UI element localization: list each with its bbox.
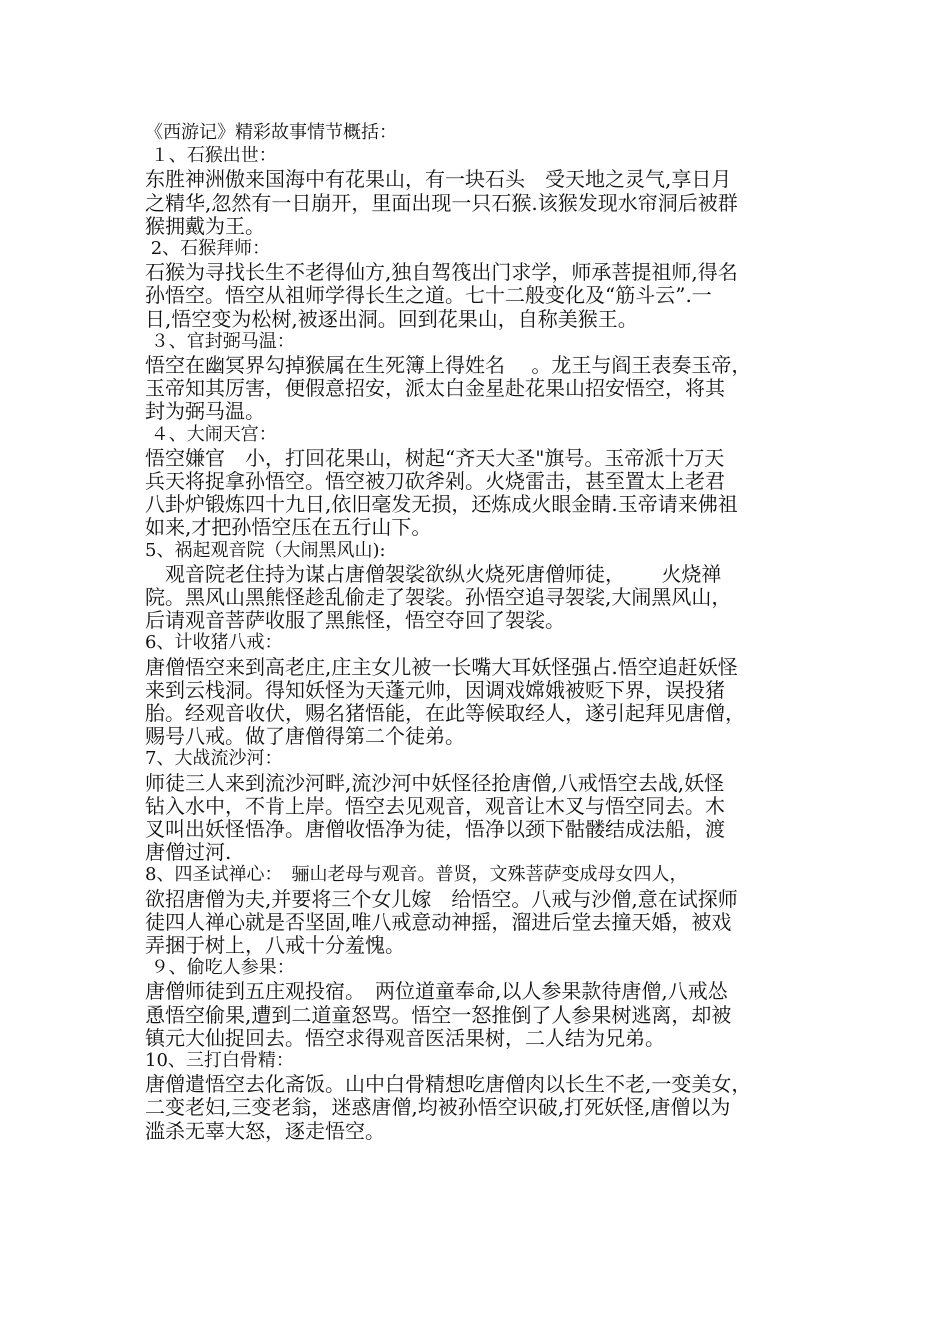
text-line: 石猴为寻找长生不老得仙方,独自驾筏出门求学，师承菩提祖师,得名 bbox=[145, 260, 738, 285]
text-line: 8、四圣试禅心： 骊山老母与观音。普贤，文殊菩萨变成母女四人， bbox=[145, 864, 688, 886]
text-line: 胎。经观音收伏，赐名猪悟能，在此等候取经人，遂引起拜见唐僧， bbox=[145, 701, 745, 725]
text-line: 恿悟空偷果,遭到二道童怒骂。悟空一怒推倒了人参果树逃离，却被 bbox=[145, 1002, 732, 1027]
text-line: 来到云栈洞。得知妖怪为天蓬元帅，因调戏嫦娥被贬下界，误投猪 bbox=[145, 677, 725, 702]
text-line: 后请观音菩萨收服了黑熊怪，悟空夺回了袈裟。 bbox=[145, 608, 565, 633]
text-line: 二变老妇,三变老翁，迷惑唐僧,均被孙悟空识破,打死妖怪,唐僧以为 bbox=[145, 1095, 731, 1120]
text-line: 八卦炉锻炼四十九日,依旧毫发无损，还炼成火眼金睛.玉帝请来佛祖 bbox=[145, 492, 738, 517]
text-line: 日,悟空变为松树,被逐出洞。回到花果山，自称美猴王。 bbox=[145, 306, 638, 331]
text-line: 东胜神洲傲来国海中有花果山，有一块石头 受天地之灵气,享日月 bbox=[145, 167, 732, 192]
text-line: 悟空在幽冥界勾掉猴属在生死簿上得姓名 。龙王与阎王表奏玉帝， bbox=[145, 353, 752, 377]
text-line: 滥杀无辜大怒，逐走悟空。 bbox=[145, 1118, 385, 1143]
text-line: 弄捆于树上，八戒十分羞愧。 bbox=[145, 933, 405, 957]
text-line: 玉帝知其厉害，便假意招安，派太白金星赴花果山招安悟空，将其 bbox=[145, 376, 725, 401]
text-line: 《西游记》精彩故事情节概括： bbox=[145, 122, 397, 143]
text-line: 唐僧遣悟空去化斋饭。山中白骨精想吃唐僧肉以长生不老,一变美女， bbox=[145, 1072, 752, 1097]
text-line: ３、官封弼马温： bbox=[145, 330, 295, 352]
text-line: 封为弼马温。 bbox=[145, 399, 265, 424]
text-line: １、石猴出世： bbox=[145, 145, 277, 167]
text-line: 欲招唐僧为夫,并要将三个女儿嫁 给悟空。八戒与沙僧,意在试探师 bbox=[145, 886, 738, 911]
text-line: 10、三打白骨精： bbox=[145, 1050, 294, 1071]
text-line: 5、祸起观音院（大闹黑风山): bbox=[145, 539, 386, 561]
text-line: 镇元大仙捉回去。悟空求得观音医活果树，二人结为兄弟。 bbox=[145, 1025, 665, 1050]
text-line: 唐僧悟空来到高老庄,庄主女儿被一长嘴大耳妖怪强占.悟空追赶妖怪 bbox=[145, 654, 738, 679]
text-line: 孙悟空。悟空从祖师学得长生之道。七十二般变化及“筋斗云”.一 bbox=[145, 283, 712, 308]
text-line: 唐僧过河. bbox=[145, 840, 232, 865]
text-line: ４、大闹天宫： bbox=[145, 423, 277, 445]
text-line: 观音院老住持为谋占唐僧袈裟欲纵火烧死唐僧师徒， 火烧禅 bbox=[145, 561, 722, 586]
text-line: 2、石猴拜师： bbox=[145, 238, 271, 259]
text-line: 钻入水中，不肯上岸。悟空去见观音，观音让木叉与悟空同去。木 bbox=[145, 793, 725, 818]
text-line: 之精华,忽然有一日崩开，里面出现一只石猴.该猴发现水帘洞后被群 bbox=[145, 190, 738, 215]
text-line: 悟空嫌官 小，打回花果山，树起“齐天大圣"旗号。玉帝派十万天 bbox=[145, 445, 725, 470]
text-line: 兵天将捉拿孙悟空。悟空被刀砍斧剁。火烧雷击，甚至置太上老君 bbox=[145, 469, 725, 493]
text-line: 徒四人禅心就是否坚固,唯八戒意动神摇，溜进后堂去撞天婚，被戏 bbox=[145, 909, 732, 934]
text-line: 如来,才把孙悟空压在五行山下。 bbox=[145, 515, 432, 540]
text-line: 7、大战流沙河： bbox=[145, 748, 283, 770]
text-line: ９、偷吃人参果： bbox=[145, 957, 295, 979]
text-line: 院。黑风山黑熊怪趁乱偷走了袈裟。孙悟空追寻袈裟,大闹黑风山， bbox=[145, 585, 732, 609]
text-line: 猴拥戴为王。 bbox=[145, 213, 265, 238]
text-line: 6、计收猪八戒： bbox=[145, 632, 283, 654]
text-line: 师徒三人来到流沙河畔,流沙河中妖怪径抢唐僧,八戒悟空去战,妖怪 bbox=[145, 770, 725, 795]
text-line: 赐号八戒。做了唐僧得第二个徒弟。 bbox=[145, 724, 465, 749]
text-line: 唐僧师徒到五庄观投宿。 两位道童奉命,以人参果款待唐僧,八戒怂 bbox=[145, 979, 728, 1004]
text-line: 叉叫出妖怪悟净。唐僧收悟净为徒，悟净以颈下骷髅结成法船，渡 bbox=[145, 817, 725, 841]
